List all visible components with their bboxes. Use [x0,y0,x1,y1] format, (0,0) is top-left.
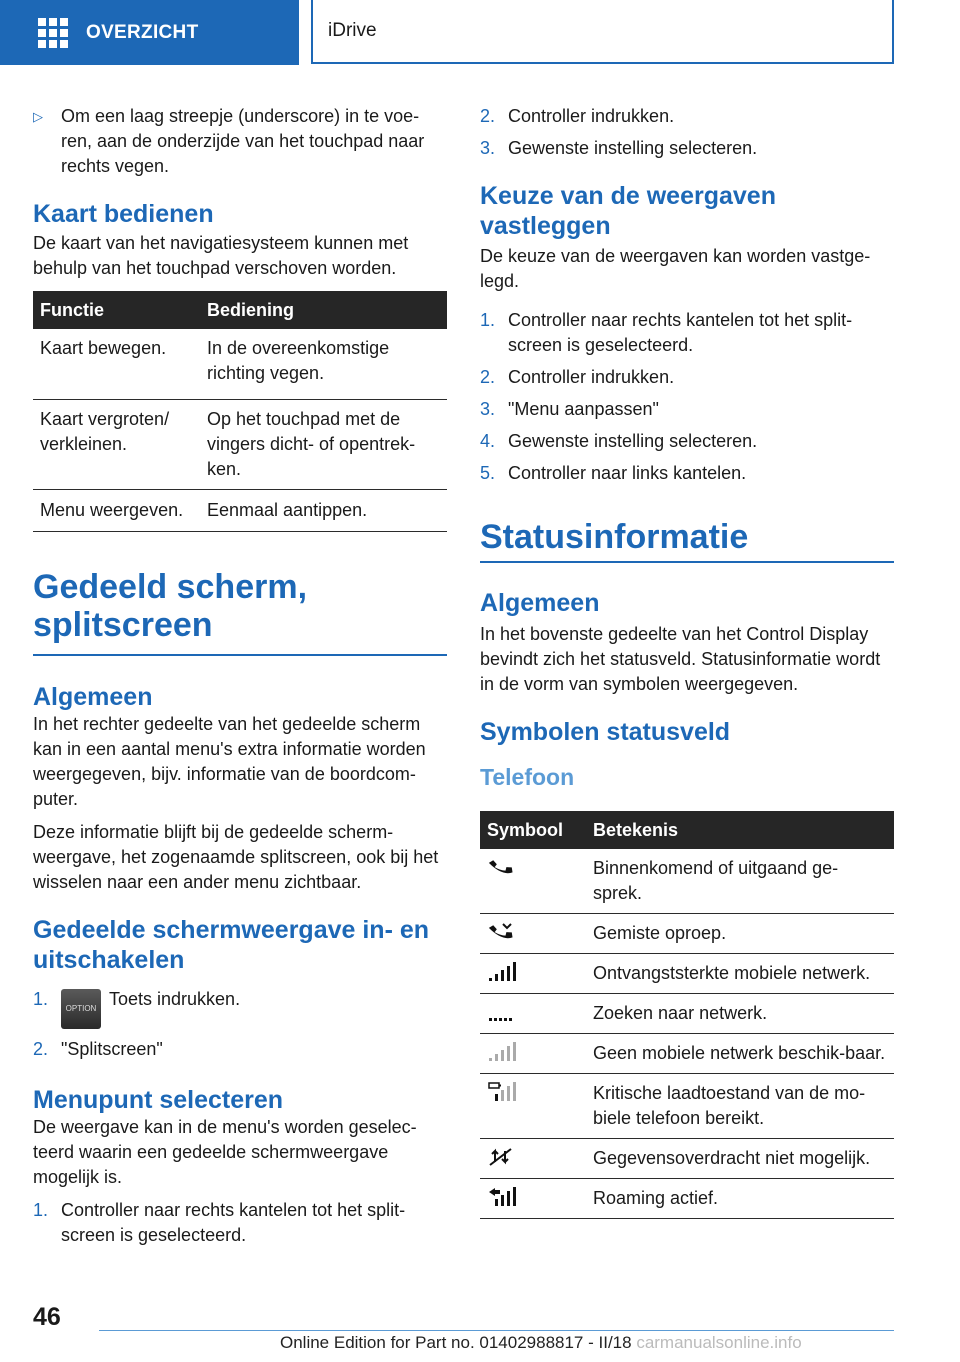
table-header-symbool: Symbool [480,811,586,849]
table-row [480,954,894,994]
step-item [480,365,894,390]
step-number: 4. [480,431,496,451]
low-battery-icon [487,1081,517,1103]
step-item [480,429,894,454]
searching-network-icon [487,1001,517,1023]
table-cell: Eenmaal aantippen. [200,490,447,532]
page-number: 46 [33,1303,61,1331]
table-cell: Kritische laadtoestand van de mo-biele telefoon bereikt. [586,1074,894,1139]
section-header [311,0,894,64]
step-number: 2. [480,367,496,387]
heading-rule [33,654,447,656]
step-item [480,308,894,358]
bullet-item [33,104,447,179]
table-cell: Kaart vergroten/ verkleinen. [33,400,200,490]
table-cell: Gemiste oproep. [586,914,894,954]
table-row [33,329,447,400]
step-text: "Splitscreen" [61,1039,163,1059]
kaart-table [33,291,447,532]
algemeen-paragraph-1: In het rechter gedeelte van het gedeelde scherm kan in een aantal menu's extra informatie worden weergegeven, bijv. informatie van de boordcom-puter. [33,714,426,809]
step-text: Controller naar rechts kantelen tot het split-screen is geselecteerd. [61,1200,406,1245]
table-cell: Binnenkomend of uitgaand ge-sprek. [586,849,894,914]
step-number: 2. [480,106,496,126]
table-cell: Kaart bewegen. [33,329,200,400]
right-column [480,100,894,1219]
algemeen-heading: Algemeen [33,683,153,711]
step-item [480,104,894,129]
algemeen-heading: Algemeen [480,589,600,617]
algemeen-paragraph-2: Deze informatie blijft bij de gedeelde scherm-weergave, het zogenaamde splitscreen, ook bij het wisselen naar een ander menu zichtbaar. [33,822,439,892]
keuze-heading: Keuze van de weergaven vastleggen [480,182,776,240]
table-row [480,1034,894,1074]
signal-strength-icon [487,961,517,983]
gedeeld-heading: Gedeeld scherm, splitscreen [33,568,308,644]
step-number: 1. [480,310,496,330]
table-row [33,400,447,490]
table-row [480,994,894,1034]
table-row [33,490,447,532]
step-item [480,397,894,422]
left-column [33,100,447,1248]
watermark-text: carmanualsonline.info [636,1333,802,1352]
step-number: 2. [33,1039,49,1059]
step-number: 3. [480,138,496,158]
table-row [480,1074,894,1139]
table-cell: Gegevensoverdracht niet mogelijk. [586,1139,894,1179]
edition-text: Online Edition for Part no. 01402988817 - II/18 [280,1333,632,1352]
heading-rule [480,561,894,563]
table-cell: Op het touchpad met de vingers dicht- of opentrek-ken. [200,400,447,490]
symbol-table [480,811,894,1219]
symbolen-heading: Symbolen statusveld [480,718,731,746]
roaming-icon [487,1186,517,1208]
kaart-heading: Kaart bedienen [33,200,214,228]
step-item [33,1198,447,1248]
table-header-bediening: Bediening [200,291,447,329]
table-row [480,849,894,914]
step-number: 5. [480,463,496,483]
table-row [480,914,894,954]
step-text: Controller naar links kantelen. [508,463,747,483]
table-cell: Geen mobiele netwerk beschik-baar. [586,1034,894,1074]
status-heading: Statusinformatie [480,518,749,556]
footer-rule [99,1330,894,1331]
step-text: Controller naar rechts kantelen tot het split-screen is geselecteerd. [508,310,853,355]
kaart-text: De kaart van het navigatiesysteem kunnen met behulp van het touchpad verschoven worden. [33,233,409,278]
table-cell: Ontvangststerkte mobiele netwerk. [586,954,894,994]
menupunt-heading: Menupunt selecteren [33,1086,284,1114]
status-algemeen-text: In het bovenste gedeelte van het Control Display bevindt zich het statusveld. Statusinformatie wordt in de vorm van symbolen weergegeven. [480,624,881,694]
table-cell: Roaming actief. [586,1179,894,1219]
no-data-icon [487,1146,517,1168]
overview-tab-label: OVERZICHT [86,21,199,43]
table-header-functie: Functie [33,291,200,329]
step-number: 3. [480,399,496,419]
telefoon-heading: Telefoon [480,764,575,790]
step-item [33,1037,447,1062]
schakelen-heading: Gedeelde schermweergave in- en uitschakelen [33,916,430,974]
table-row [480,1179,894,1219]
step-text: "Menu aanpassen" [508,399,659,419]
step-text: Gewenste instelling selecteren. [508,138,758,158]
phone-handset-icon [487,856,517,878]
step-number: 1. [33,989,49,1009]
step-item [480,136,894,161]
step-text: Gewenste instelling selecteren. [508,431,758,451]
step-number: 1. [33,1200,49,1220]
bullet-text: Om een laag streepje (underscore) in te voe-ren, aan de onderzijde van het touchpad naar rechts vegen. [61,106,425,176]
menupunt-text: De weergave kan in de menu's worden geselec-teerd waarin een gedeelde schermweergave mogelijk is. [33,1117,417,1187]
step-item [33,987,447,1029]
table-header-betekenis: Betekenis [586,811,894,849]
table-cell: Menu weergeven. [33,490,200,532]
triangle-bullet-icon: ▷ [33,109,43,124]
no-network-icon [487,1041,517,1063]
overview-tab[interactable] [0,0,299,65]
step-text: Controller indrukken. [508,367,675,387]
table-cell: Zoeken naar netwerk. [586,994,894,1034]
table-row [480,1139,894,1179]
option-button-icon: OPTION [61,989,101,1029]
footer-edition [280,1333,802,1353]
grid-menu-icon [38,18,68,48]
keuze-text: De keuze van de weergaven kan worden vastge-legd. [480,246,871,291]
missed-call-icon [487,921,517,943]
step-text: Controller indrukken. [508,106,675,126]
step-item [480,461,894,486]
step-text: OPTION Toets indrukken. [61,987,240,1029]
table-cell: In de overeenkomstige richting vegen. [200,329,447,400]
section-title: iDrive [328,20,377,41]
